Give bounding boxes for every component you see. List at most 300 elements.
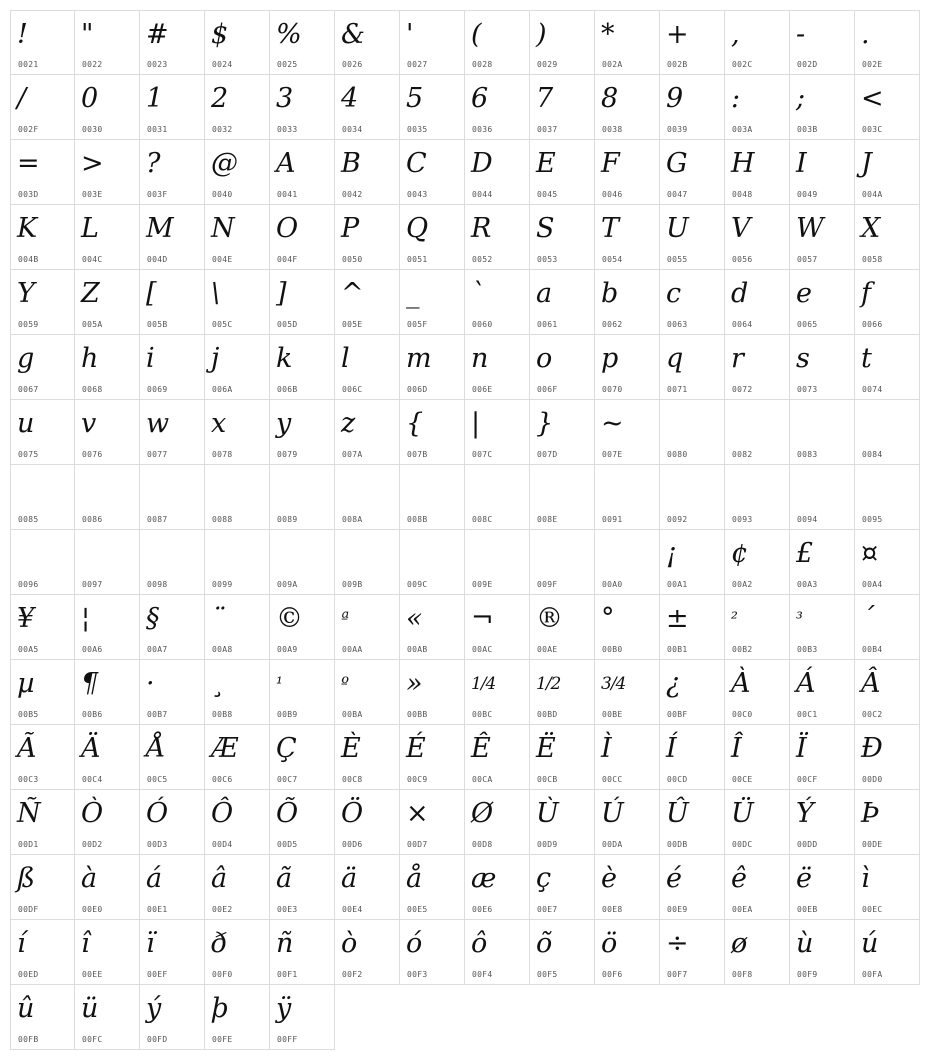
glyph-cell[interactable] xyxy=(725,335,790,400)
glyph-cell[interactable] xyxy=(140,205,205,270)
glyph-cell[interactable] xyxy=(140,270,205,335)
glyph-cell[interactable] xyxy=(335,530,400,595)
glyph-cell[interactable] xyxy=(790,205,855,270)
glyph-cell[interactable] xyxy=(270,790,335,855)
codepoint-label: 00EC xyxy=(862,905,883,914)
glyph-cell[interactable] xyxy=(790,595,855,660)
glyph-cell[interactable] xyxy=(530,10,595,75)
codepoint-label: 00DC xyxy=(732,840,753,849)
glyph-cell[interactable] xyxy=(465,790,530,855)
glyph-cell[interactable] xyxy=(270,10,335,75)
glyph-preview: P xyxy=(341,213,359,244)
glyph-cell[interactable] xyxy=(790,660,855,725)
glyph-cell[interactable] xyxy=(335,790,400,855)
glyph-cell[interactable] xyxy=(595,595,660,660)
glyph-cell[interactable] xyxy=(335,725,400,790)
glyph-cell[interactable] xyxy=(205,660,270,725)
glyph-cell[interactable] xyxy=(205,400,270,465)
glyph-cell[interactable] xyxy=(140,855,205,920)
glyph-cell[interactable] xyxy=(205,140,270,205)
glyph-cell[interactable] xyxy=(790,10,855,75)
glyph-preview: q xyxy=(666,343,683,374)
codepoint-label: 00C7 xyxy=(277,775,298,784)
glyph-cell[interactable] xyxy=(725,595,790,660)
glyph-cell[interactable] xyxy=(660,270,725,335)
glyph-cell[interactable] xyxy=(530,75,595,140)
codepoint-label: 00FD xyxy=(147,1035,168,1044)
glyph-preview: t xyxy=(861,343,871,374)
glyph-cell[interactable] xyxy=(10,335,75,400)
glyph-cell[interactable] xyxy=(400,205,465,270)
glyph-cell[interactable] xyxy=(205,75,270,140)
glyph-cell[interactable] xyxy=(335,595,400,660)
glyph-cell[interactable] xyxy=(465,400,530,465)
glyph-cell[interactable] xyxy=(75,10,140,75)
glyph-cell[interactable] xyxy=(790,725,855,790)
codepoint-label: 0045 xyxy=(537,190,558,199)
glyph-preview: = xyxy=(17,148,39,179)
glyph-cell[interactable] xyxy=(595,140,660,205)
glyph-cell[interactable] xyxy=(270,725,335,790)
codepoint-label: 00F0 xyxy=(212,970,233,979)
glyph-cell[interactable] xyxy=(660,335,725,400)
glyph-cell[interactable] xyxy=(140,140,205,205)
codepoint-label: 0077 xyxy=(147,450,168,459)
glyph-cell[interactable] xyxy=(595,465,660,530)
glyph-cell[interactable] xyxy=(725,920,790,985)
glyph-cell[interactable] xyxy=(660,530,725,595)
glyph-cell[interactable] xyxy=(530,335,595,400)
glyph-preview: k xyxy=(276,343,292,374)
glyph-cell[interactable] xyxy=(400,725,465,790)
glyph-cell[interactable] xyxy=(205,205,270,270)
glyph-preview: è xyxy=(601,863,616,894)
glyph-cell[interactable] xyxy=(725,855,790,920)
codepoint-label: 006D xyxy=(407,385,428,394)
glyph-preview: > xyxy=(81,148,103,179)
glyph-cell[interactable] xyxy=(660,465,725,530)
glyph-preview: Ü xyxy=(731,798,753,829)
glyph-cell[interactable] xyxy=(660,140,725,205)
glyph-cell[interactable] xyxy=(855,660,920,725)
glyph-cell[interactable] xyxy=(140,920,205,985)
codepoint-label: 00B3 xyxy=(797,645,818,654)
glyph-cell[interactable] xyxy=(660,920,725,985)
codepoint-label: 00F6 xyxy=(602,970,623,979)
glyph-cell[interactable] xyxy=(75,270,140,335)
glyph-preview: ² xyxy=(731,609,737,629)
glyph-cell[interactable] xyxy=(855,855,920,920)
glyph-cell[interactable] xyxy=(465,10,530,75)
glyph-preview: Ö xyxy=(341,798,363,829)
glyph-cell[interactable] xyxy=(530,725,595,790)
codepoint-label: 006E xyxy=(472,385,493,394)
glyph-cell[interactable] xyxy=(10,790,75,855)
glyph-cell[interactable] xyxy=(855,75,920,140)
glyph-cell[interactable] xyxy=(790,270,855,335)
codepoint-label: 00D0 xyxy=(862,775,883,784)
codepoint-label: 003E xyxy=(82,190,103,199)
glyph-cell[interactable] xyxy=(205,530,270,595)
codepoint-label: 00C8 xyxy=(342,775,363,784)
codepoint-label: 008C xyxy=(472,515,493,524)
codepoint-label: 00A1 xyxy=(667,580,688,589)
glyph-cell[interactable] xyxy=(10,205,75,270)
glyph-cell[interactable] xyxy=(660,595,725,660)
glyph-cell[interactable] xyxy=(270,400,335,465)
glyph-cell[interactable] xyxy=(10,855,75,920)
glyph-cell[interactable] xyxy=(530,595,595,660)
codepoint-label: 004F xyxy=(277,255,298,264)
codepoint-label: 0095 xyxy=(862,515,883,524)
glyph-cell[interactable] xyxy=(140,335,205,400)
glyph-cell[interactable] xyxy=(270,335,335,400)
codepoint-label: 0049 xyxy=(797,190,818,199)
glyph-cell[interactable] xyxy=(790,465,855,530)
glyph-cell[interactable] xyxy=(595,790,660,855)
glyph-cell[interactable] xyxy=(855,140,920,205)
glyph-cell[interactable] xyxy=(140,530,205,595)
glyph-cell[interactable] xyxy=(660,205,725,270)
glyph-cell[interactable] xyxy=(595,855,660,920)
codepoint-label: 0041 xyxy=(277,190,298,199)
glyph-cell[interactable] xyxy=(400,140,465,205)
glyph-preview: Ò xyxy=(81,798,103,829)
glyph-preview: å xyxy=(406,863,422,894)
glyph-cell[interactable] xyxy=(400,465,465,530)
glyph-cell[interactable] xyxy=(465,270,530,335)
glyph-cell[interactable] xyxy=(205,465,270,530)
glyph-cell[interactable] xyxy=(10,140,75,205)
glyph-cell[interactable] xyxy=(205,270,270,335)
glyph-cell[interactable] xyxy=(725,140,790,205)
glyph-cell[interactable] xyxy=(400,790,465,855)
glyph-cell[interactable] xyxy=(660,660,725,725)
codepoint-label: 006B xyxy=(277,385,298,394)
glyph-cell[interactable] xyxy=(725,400,790,465)
glyph-preview: ï xyxy=(146,928,154,959)
glyph-cell[interactable] xyxy=(855,725,920,790)
glyph-preview: Ù xyxy=(536,798,558,829)
glyph-preview: Y xyxy=(17,278,34,309)
glyph-cell[interactable] xyxy=(205,855,270,920)
glyph-cell[interactable] xyxy=(660,75,725,140)
glyph-cell[interactable] xyxy=(10,920,75,985)
glyph-cell[interactable] xyxy=(270,530,335,595)
glyph-preview: ù xyxy=(796,928,813,959)
glyph-cell[interactable] xyxy=(465,660,530,725)
glyph-preview: v xyxy=(81,408,96,439)
glyph-cell[interactable] xyxy=(10,75,75,140)
codepoint-label: 0029 xyxy=(537,60,558,69)
glyph-cell[interactable] xyxy=(335,660,400,725)
glyph-cell[interactable] xyxy=(75,855,140,920)
glyph-preview: 1/4 xyxy=(471,674,496,694)
glyph-cell[interactable] xyxy=(205,725,270,790)
glyph-cell[interactable] xyxy=(400,75,465,140)
codepoint-label: 003C xyxy=(862,125,883,134)
glyph-cell[interactable] xyxy=(855,530,920,595)
glyph-cell[interactable] xyxy=(465,595,530,660)
glyph-cell[interactable] xyxy=(725,660,790,725)
glyph-preview: Á xyxy=(796,668,815,699)
codepoint-label: 00EF xyxy=(147,970,168,979)
glyph-cell[interactable] xyxy=(270,855,335,920)
glyph-cell[interactable] xyxy=(660,790,725,855)
codepoint-label: 0037 xyxy=(537,125,558,134)
glyph-cell[interactable] xyxy=(140,985,205,1050)
glyph-cell[interactable] xyxy=(465,140,530,205)
glyph-cell[interactable] xyxy=(465,75,530,140)
codepoint-label: 00CC xyxy=(602,775,623,784)
codepoint-label: 00F4 xyxy=(472,970,493,979)
glyph-cell[interactable] xyxy=(465,725,530,790)
codepoint-label: 00E3 xyxy=(277,905,298,914)
glyph-cell[interactable] xyxy=(400,335,465,400)
glyph-cell[interactable] xyxy=(270,205,335,270)
glyph-cell[interactable] xyxy=(10,270,75,335)
glyph-preview: È xyxy=(341,733,360,764)
glyph-cell[interactable] xyxy=(270,75,335,140)
glyph-cell[interactable] xyxy=(465,205,530,270)
glyph-cell[interactable] xyxy=(75,920,140,985)
glyph-cell[interactable] xyxy=(270,140,335,205)
glyph-cell[interactable] xyxy=(75,75,140,140)
glyph-cell[interactable] xyxy=(530,790,595,855)
glyph-preview: o xyxy=(536,343,552,374)
codepoint-label: 007C xyxy=(472,450,493,459)
glyph-cell[interactable] xyxy=(855,205,920,270)
glyph-cell[interactable] xyxy=(790,400,855,465)
glyph-preview: w xyxy=(146,408,169,439)
glyph-cell[interactable] xyxy=(855,270,920,335)
glyph-cell[interactable] xyxy=(205,920,270,985)
glyph-cell[interactable] xyxy=(75,335,140,400)
glyph-cell[interactable] xyxy=(530,205,595,270)
glyph-cell[interactable] xyxy=(790,920,855,985)
glyph-cell[interactable] xyxy=(855,400,920,465)
glyph-cell[interactable] xyxy=(335,920,400,985)
glyph-cell[interactable] xyxy=(530,400,595,465)
codepoint-label: 0061 xyxy=(537,320,558,329)
glyph-preview: 2 xyxy=(211,83,228,114)
glyph-cell[interactable] xyxy=(465,855,530,920)
codepoint-label: 0088 xyxy=(212,515,233,524)
glyph-cell[interactable] xyxy=(75,400,140,465)
codepoint-label: 0069 xyxy=(147,385,168,394)
glyph-cell[interactable] xyxy=(10,10,75,75)
glyph-cell[interactable] xyxy=(595,75,660,140)
glyph-preview: s xyxy=(796,343,809,374)
glyph-cell[interactable] xyxy=(75,140,140,205)
glyph-cell[interactable] xyxy=(75,660,140,725)
glyph-cell[interactable] xyxy=(270,985,335,1050)
glyph-cell[interactable] xyxy=(205,10,270,75)
codepoint-label: 0046 xyxy=(602,190,623,199)
glyph-preview: r xyxy=(731,343,743,374)
glyph-cell[interactable] xyxy=(725,75,790,140)
codepoint-label: 0030 xyxy=(82,125,103,134)
codepoint-label: 0068 xyxy=(82,385,103,394)
codepoint-label: 00F8 xyxy=(732,970,753,979)
glyph-preview: 5 xyxy=(406,83,423,114)
glyph-cell[interactable] xyxy=(400,270,465,335)
glyph-cell[interactable] xyxy=(790,140,855,205)
glyph-cell[interactable] xyxy=(465,530,530,595)
glyph-preview: A xyxy=(276,148,295,179)
glyph-cell[interactable] xyxy=(140,790,205,855)
glyph-cell[interactable] xyxy=(10,530,75,595)
glyph-cell[interactable] xyxy=(530,855,595,920)
glyph-cell[interactable] xyxy=(400,530,465,595)
glyph-cell[interactable] xyxy=(335,205,400,270)
glyph-preview: p xyxy=(601,343,618,374)
codepoint-label: 0032 xyxy=(212,125,233,134)
glyph-cell[interactable] xyxy=(465,465,530,530)
glyph-cell[interactable] xyxy=(335,465,400,530)
glyph-cell[interactable] xyxy=(270,270,335,335)
glyph-cell[interactable] xyxy=(270,660,335,725)
glyph-cell[interactable] xyxy=(725,725,790,790)
glyph-cell[interactable] xyxy=(400,595,465,660)
codepoint-label: 005A xyxy=(82,320,103,329)
glyph-cell[interactable] xyxy=(530,920,595,985)
glyph-cell[interactable] xyxy=(400,10,465,75)
glyph-preview: » xyxy=(406,668,422,699)
glyph-cell[interactable] xyxy=(855,790,920,855)
glyph-preview: z xyxy=(341,408,355,439)
glyph-cell[interactable] xyxy=(530,140,595,205)
glyph-cell[interactable] xyxy=(595,530,660,595)
glyph-cell[interactable] xyxy=(140,595,205,660)
glyph-cell[interactable] xyxy=(10,660,75,725)
glyph-cell[interactable] xyxy=(790,855,855,920)
glyph-cell[interactable] xyxy=(725,530,790,595)
glyph-cell[interactable] xyxy=(465,335,530,400)
glyph-cell[interactable] xyxy=(660,400,725,465)
glyph-cell[interactable] xyxy=(335,270,400,335)
glyph-cell[interactable] xyxy=(725,10,790,75)
glyph-cell[interactable] xyxy=(335,855,400,920)
glyph-cell[interactable] xyxy=(140,660,205,725)
glyph-cell[interactable] xyxy=(335,75,400,140)
codepoint-label: 0026 xyxy=(342,60,363,69)
glyph-preview: a xyxy=(536,278,552,309)
glyph-cell[interactable] xyxy=(400,920,465,985)
codepoint-label: 0086 xyxy=(82,515,103,524)
glyph-preview: á xyxy=(146,863,162,894)
glyph-cell[interactable] xyxy=(205,335,270,400)
glyph-cell[interactable] xyxy=(660,855,725,920)
glyph-cell[interactable] xyxy=(595,205,660,270)
glyph-cell[interactable] xyxy=(10,595,75,660)
glyph-cell[interactable] xyxy=(595,270,660,335)
glyph-cell[interactable] xyxy=(725,465,790,530)
glyph-cell[interactable] xyxy=(530,270,595,335)
codepoint-label: 00A7 xyxy=(147,645,168,654)
glyph-cell[interactable] xyxy=(75,790,140,855)
glyph-cell[interactable] xyxy=(10,400,75,465)
glyph-cell[interactable] xyxy=(335,400,400,465)
glyph-cell[interactable] xyxy=(595,920,660,985)
glyph-cell[interactable] xyxy=(855,465,920,530)
glyph-cell[interactable] xyxy=(855,920,920,985)
glyph-cell[interactable] xyxy=(400,400,465,465)
glyph-cell[interactable] xyxy=(335,140,400,205)
codepoint-label: 00E6 xyxy=(472,905,493,914)
glyph-cell[interactable] xyxy=(400,660,465,725)
glyph-cell[interactable] xyxy=(140,75,205,140)
glyph-preview: õ xyxy=(536,928,552,959)
glyph-cell[interactable] xyxy=(10,725,75,790)
glyph-cell[interactable] xyxy=(790,530,855,595)
glyph-preview: â xyxy=(211,863,227,894)
glyph-cell[interactable] xyxy=(855,10,920,75)
glyph-cell[interactable] xyxy=(270,465,335,530)
glyph-cell[interactable] xyxy=(75,725,140,790)
glyph-preview: ß xyxy=(17,863,35,894)
glyph-cell[interactable] xyxy=(530,465,595,530)
glyph-cell[interactable] xyxy=(205,790,270,855)
glyph-cell[interactable] xyxy=(465,920,530,985)
codepoint-label: 0071 xyxy=(667,385,688,394)
glyph-preview: ' xyxy=(406,19,413,50)
glyph-cell[interactable] xyxy=(10,465,75,530)
glyph-cell[interactable] xyxy=(75,595,140,660)
glyph-cell[interactable] xyxy=(660,10,725,75)
glyph-cell[interactable] xyxy=(75,530,140,595)
glyph-cell[interactable] xyxy=(790,790,855,855)
glyph-cell[interactable] xyxy=(595,400,660,465)
glyph-cell[interactable] xyxy=(725,205,790,270)
glyph-cell[interactable] xyxy=(205,985,270,1050)
glyph-cell[interactable] xyxy=(205,595,270,660)
glyph-cell[interactable] xyxy=(140,465,205,530)
glyph-cell[interactable] xyxy=(75,985,140,1050)
glyph-cell[interactable] xyxy=(595,10,660,75)
codepoint-label: 0047 xyxy=(667,190,688,199)
glyph-cell[interactable] xyxy=(270,595,335,660)
glyph-cell[interactable] xyxy=(270,920,335,985)
glyph-cell[interactable] xyxy=(855,595,920,660)
glyph-cell[interactable] xyxy=(530,660,595,725)
glyph-cell[interactable] xyxy=(725,270,790,335)
glyph-cell[interactable] xyxy=(790,75,855,140)
codepoint-label: 0092 xyxy=(667,515,688,524)
glyph-cell[interactable] xyxy=(530,530,595,595)
glyph-cell[interactable] xyxy=(335,335,400,400)
codepoint-label: 0079 xyxy=(277,450,298,459)
glyph-cell[interactable] xyxy=(855,335,920,400)
glyph-cell[interactable] xyxy=(595,725,660,790)
glyph-cell[interactable] xyxy=(790,335,855,400)
glyph-cell[interactable] xyxy=(595,335,660,400)
glyph-preview: ¤ xyxy=(861,538,878,569)
glyph-cell[interactable] xyxy=(725,790,790,855)
glyph-cell[interactable] xyxy=(140,400,205,465)
glyph-preview: Ç xyxy=(276,733,296,764)
glyph-cell[interactable] xyxy=(660,725,725,790)
glyph-cell[interactable] xyxy=(75,205,140,270)
glyph-cell[interactable] xyxy=(140,10,205,75)
glyph-cell[interactable] xyxy=(335,10,400,75)
glyph-cell[interactable] xyxy=(400,855,465,920)
glyph-preview: * xyxy=(601,19,614,50)
glyph-cell[interactable] xyxy=(595,660,660,725)
glyph-cell[interactable] xyxy=(10,985,75,1050)
glyph-cell[interactable] xyxy=(140,725,205,790)
glyph-cell[interactable] xyxy=(75,465,140,530)
